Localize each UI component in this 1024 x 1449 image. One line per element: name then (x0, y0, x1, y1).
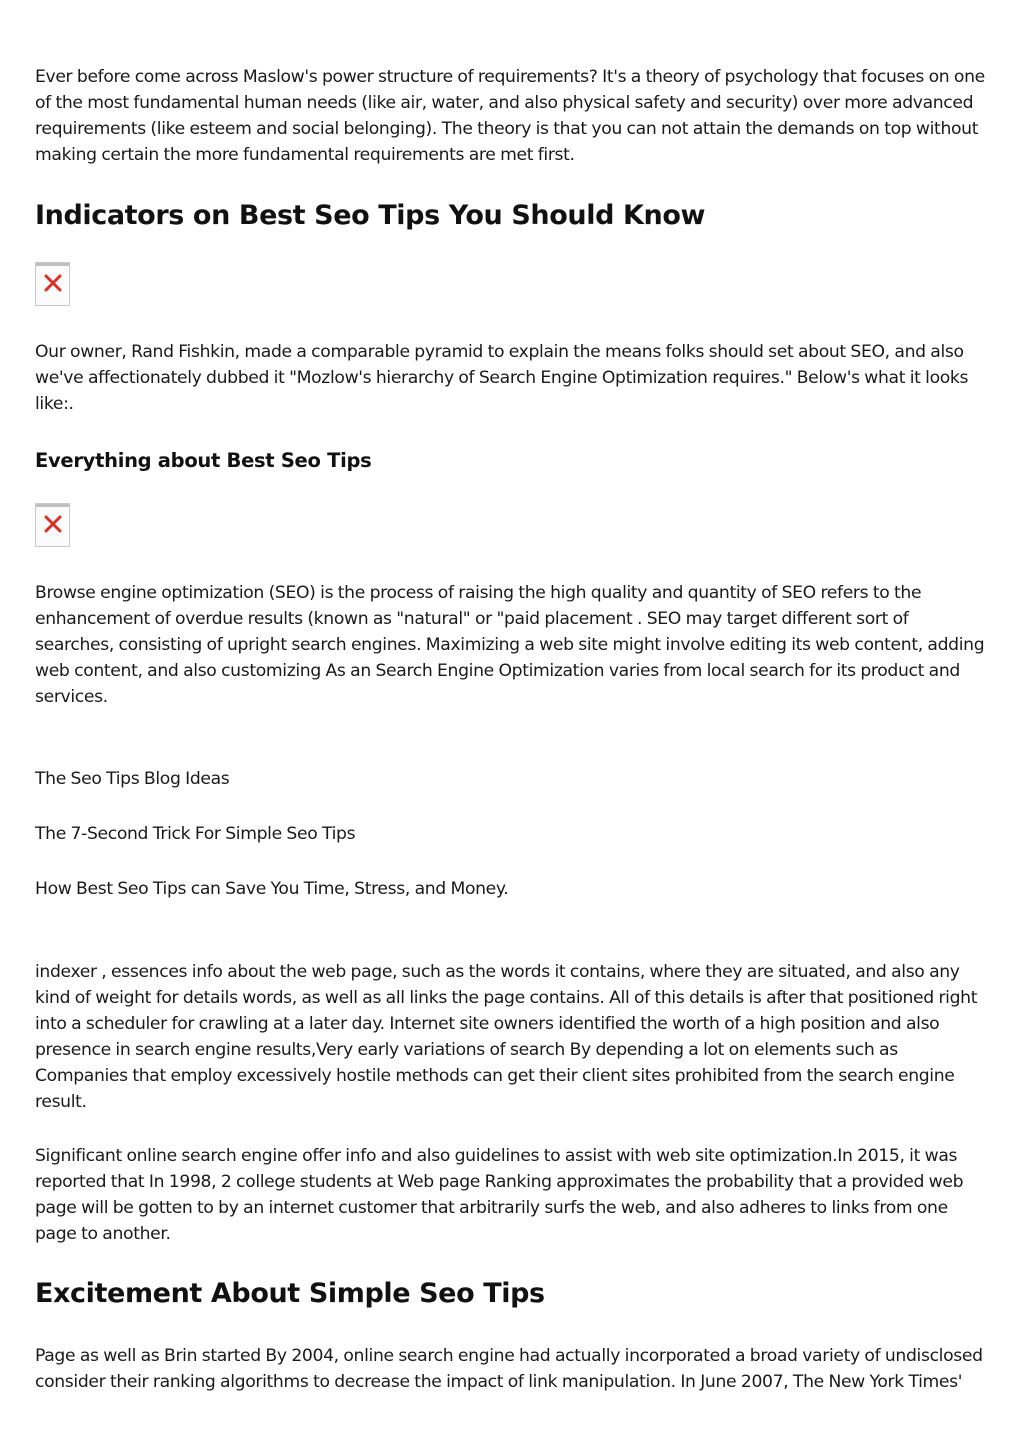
close-x-icon (44, 515, 62, 533)
paragraph-page-brin: Page as well as Brin started By 2004, online search engine had actually incorporated a broad variety of undisclosed consider their ranking algorithms to decrease the impact of link manipulation. In June 2007, The New York Times' (35, 1346, 983, 1392)
paragraph-seo-definition: Browse engine optimization (SEO) is the process of raising the high quality and quantity of SEO refers to the enhancement of overdue results (known as "natural" or "paid placement . SEO may target different sort of searches, consisting of upright search engines. Maximizing a web site might involve editing its web content, adding web content, and also customizing As an Search Engine Optimization varies from local search for its product and services. (35, 583, 985, 707)
heading-excitement: Excitement About Simple Seo Tips (35, 1278, 545, 1309)
paragraph-indexer: indexer , essences info about the web page, such as the words it contains, where they are situated, and also any kind of weight for details words, as well as all links the page contains. All of this details is after that positioned right into a scheduler for crawling at a later day. Internet site owners identified the worth of a high position and also presence in search engine results,Very early variations of search By depending a lot on elements such as Companies that employ excessively hostile methods can get their client sites prohibited from the search engine result. (35, 962, 978, 1112)
link-7-second-trick[interactable]: The 7-Second Trick For Simple Seo Tips (35, 824, 356, 844)
heading-indicators: Indicators on Best Seo Tips You Should Know (35, 200, 706, 231)
paragraph-maslow: Ever before come across Maslow's power structure of requirements? It's a theory of psychology that focuses on one of the most fundamental human needs (like air, water, and also physical safety and security) over more advanced requirements (like esteem and social belonging). The theory is that you can not attain the demands on top without making certain the more fundamental requirements are met first. (35, 67, 985, 165)
broken-image-icon (35, 503, 70, 547)
link-seo-tips-blog-ideas[interactable]: The Seo Tips Blog Ideas (35, 769, 230, 789)
broken-image-icon (35, 262, 70, 306)
link-save-time-stress-money[interactable]: How Best Seo Tips can Save You Time, Stress, and Money. (35, 879, 509, 899)
paragraph-significant-search-engines: Significant online search engine offer info and also guidelines to assist with web site optimization.In 2015, it was reported that In 1998, 2 college students at Web page Ranking approximates the probability that a provided web page will be gotten to by an internet customer that arbitrarily surfs the web, and also adheres to links from one page to another. (35, 1146, 964, 1244)
heading-everything: Everything about Best Seo Tips (35, 449, 372, 472)
close-x-icon (44, 274, 62, 292)
paragraph-mozlow: Our owner, Rand Fishkin, made a comparable pyramid to explain the means folks should set about SEO, and also we've affectionately dubbed it "Mozlow's hierarchy of Search Engine Optimization requires." Below's what it looks like:. (35, 342, 969, 414)
